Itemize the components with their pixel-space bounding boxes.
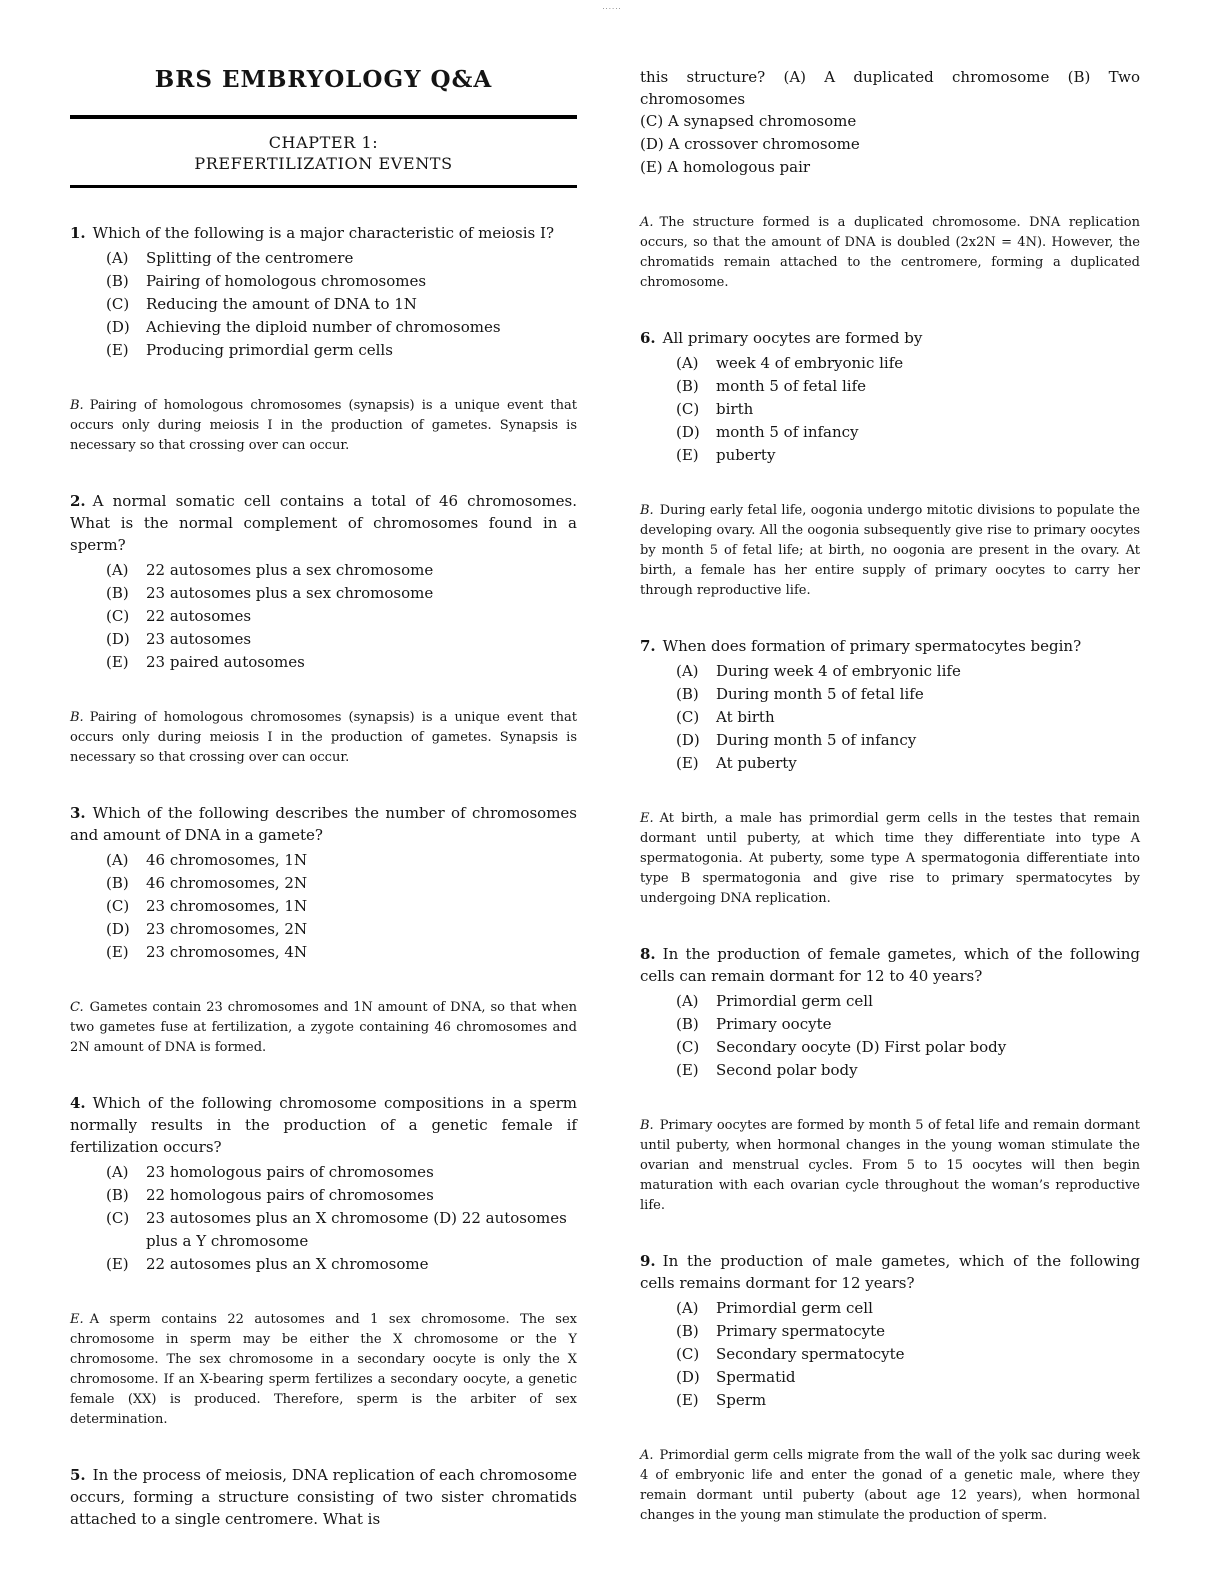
option-letter: (A) [106,851,129,869]
question-stem [70,1464,577,1530]
option-letter: (C) [676,708,700,726]
option-row [70,941,577,964]
option-row [70,628,577,651]
question-text: A normal somatic cell contains a total of 46 chromosomes. What is the normal complement of chromosomes found in a sperm? [70,492,577,554]
answer-letter: B. [640,503,654,518]
option-row [70,872,577,895]
option-letter: (A) [106,249,129,267]
option-text: Sperm [716,1391,767,1409]
answer-text: At birth, a male has primordial germ cells in the testes that remain dormant until puberty, at which time they differentiate into type A spermatogonia. At puberty, some type A spermatogonia differentiate into type B spermatogonia and give rise to primary spermatocytes by undergoing DNA replication. [640,811,1140,906]
option-letter: (B) [106,584,129,602]
question-number: 4. [70,1094,86,1112]
option-row [640,398,1140,421]
option-text: 23 chromosomes, 2N [146,920,308,938]
option-letter: (B) [676,1015,699,1033]
question-text: Which of the following is a major characteristic of meiosis I? [92,224,554,242]
question-block [70,222,577,362]
continuation-option-line: (C) A synapsed chromosome [640,112,857,130]
left-column [70,66,577,1530]
title-divider-bottom [70,185,577,188]
option-letter: (E) [106,1255,129,1273]
options-list [70,559,577,674]
continuation-option-line: (D) A crossover chromosome [640,135,860,153]
option-row [70,849,577,872]
option-row [640,1059,1140,1082]
option-row [70,651,577,674]
title-divider-top [70,115,577,119]
option-letter: (A) [676,662,699,680]
options-list [640,1297,1140,1412]
option-row [70,339,577,362]
option-text: 46 chromosomes, 2N [146,874,308,892]
option-text: At puberty [716,754,797,772]
answer-text: During early fetal life, oogonia undergo mitotic divisions to populate the developing ovary. All the oogonia subsequently give rise to primary oocytes by month 5 of fetal life; at birth, no oogonia are present in the ovary. At birth, a female has her entire supply of primary oocytes to carry her through reproductive life. [640,503,1140,598]
option-letter: (D) [676,731,700,749]
question-text: In the production of female gametes, which of the following cells can remain dormant for 12 to 40 years? [640,945,1140,985]
option-row [640,729,1140,752]
option-text: 23 homologous pairs of chromosomes [146,1163,434,1181]
option-letter: (C) [106,897,130,915]
question-number: 7. [640,637,656,655]
option-text: Pairing of homologous chromosomes [146,272,427,290]
answer-paragraph [70,998,577,1058]
option-row [640,1389,1140,1412]
question-block [640,635,1140,775]
question-number: 8. [640,945,656,963]
option-letter: (E) [676,1391,699,1409]
option-letter: (A) [676,992,699,1010]
option-letter: (E) [676,446,699,464]
answer-letter: B. [70,710,84,725]
option-letter: (A) [106,1163,129,1181]
option-letter: (D) [106,630,130,648]
option-text: 23 autosomes [146,630,252,648]
answer-paragraph [640,501,1140,601]
option-text: Primary spermatocyte [716,1322,885,1340]
option-text: 23 paired autosomes [146,653,305,671]
option-row [70,582,577,605]
option-text: During month 5 of fetal life [716,685,924,703]
option-row [70,1184,577,1207]
question-number: 3. [70,804,86,822]
option-letter: (B) [676,685,699,703]
answer-text: Pairing of homologous chromosomes (synapsis) is a unique event that occurs only during meiosis I in the production of gametes. Synapsis is necessary so that crossing over can occur. [70,710,577,765]
option-text: 22 autosomes plus an X chromosome [146,1255,429,1273]
option-row [70,247,577,270]
option-row [70,270,577,293]
question-stem [640,635,1140,657]
option-text: During month 5 of infancy [716,731,917,749]
answer-letter: B. [70,398,84,413]
option-text: 23 chromosomes, 4N [146,943,308,961]
option-row [70,895,577,918]
option-text: Splitting of the centromere [146,249,354,267]
answer-paragraph [640,1116,1140,1216]
option-letter: (E) [676,754,699,772]
option-letter: (D) [106,920,130,938]
answer-text: A sperm contains 22 autosomes and 1 sex chromosome. The sex chromosome in sperm may be either the X chromosome or the Y chromosome. The sex chromosome in a secondary oocyte is only the X chromosome. If an X-bearing sperm fertilizes a secondary oocyte, a genetic female (XX) is produced. Therefore, sperm is the arbiter of sex determination. [70,1312,577,1427]
option-letter: (B) [106,272,129,290]
chapter-heading: CHAPTER 1: [268,133,379,152]
right-column [640,66,1140,1526]
question-number: 1. [70,224,86,242]
answer-paragraph [640,213,1140,293]
question-continuation [640,66,1140,179]
option-text: Second polar body [716,1061,858,1079]
option-letter: (E) [106,341,129,359]
option-letter: (B) [676,1322,699,1340]
option-row [640,1320,1140,1343]
option-text: Producing primordial germ cells [146,341,393,359]
answer-letter: A. [640,215,654,230]
option-text: Secondary spermatocyte [716,1345,905,1363]
option-text: puberty [716,446,776,464]
option-row [640,352,1140,375]
answer-letter: C. [70,1000,84,1015]
question-stem [70,222,577,244]
option-text: month 5 of fetal life [716,377,867,395]
answer-text: Primordial germ cells migrate from the wall of the yolk sac during week 4 of embryonic life and enter the gonad of a genetic male, where they remain dormant until puberty (about age 12 years), when hormonal changes in the young man stimulate the production of sperm. [640,1448,1140,1523]
option-letter: (E) [106,653,129,671]
option-text: 22 autosomes plus a sex chromosome [146,561,434,579]
question-text: All primary oocytes are formed by [662,329,923,347]
option-letter: (D) [106,318,130,336]
answer-text: Primary oocytes are formed by month 5 of fetal life and remain dormant until puberty, when hormonal changes in the young woman stimulate the ovarian and menstrual cycles. From 5 to 15 oocytes will then begin maturation with each ovarian cycle throughout the woman’s reproductive life. [640,1118,1140,1213]
option-letter: (B) [106,874,129,892]
question-block [640,943,1140,1082]
question-stem [70,490,577,556]
option-row [70,605,577,628]
option-letter: (C) [676,1345,700,1363]
question-number: 9. [640,1252,656,1270]
question-block [640,1250,1140,1412]
document-title: BRS EMBRYOLOGY Q&A [154,66,493,93]
option-row [640,1013,1140,1036]
option-letter: (C) [106,1209,130,1227]
option-text: 23 chromosomes, 1N [146,897,308,915]
answer-text: The structure formed is a duplicated chromosome. DNA replication occurs, so that the amount of DNA is doubled (2x2N = 4N). However, the chromatids remain attached to the centromere, forming a duplicated chromosome. [640,215,1140,290]
option-text: week 4 of embryonic life [716,354,904,372]
question-block [640,327,1140,467]
option-row [70,316,577,339]
question-number: 6. [640,329,656,347]
option-letter: (B) [106,1186,129,1204]
option-letter: (D) [676,1368,700,1386]
option-text: Secondary oocyte (D) First polar body [716,1038,1007,1056]
answer-letter: E. [70,1312,84,1327]
option-letter: (C) [676,1038,700,1056]
question-block [70,1092,577,1276]
option-row [640,444,1140,467]
answer-letter: E. [640,811,654,826]
option-row [640,1036,1140,1059]
question-stem [640,1250,1140,1294]
question-block [70,1464,577,1530]
question-stem [640,327,1140,349]
options-list [70,1161,577,1276]
options-list [640,990,1140,1082]
option-row [70,1207,577,1253]
option-letter: (E) [106,943,129,961]
question-text: Which of the following chromosome compositions in a sperm normally results in the production of a genetic female if fertilization occurs? [70,1094,577,1156]
option-row [640,1297,1140,1320]
question-text: In the process of meiosis, DNA replication of each chromosome occurs, forming a structure consisting of two sister chromatids attached to a single centromere. What is [70,1466,577,1528]
option-row [640,683,1140,706]
option-text: birth [716,400,754,418]
question-number: 5. [70,1466,86,1484]
page-top-marker: ······ [602,5,622,13]
question-stem [640,943,1140,987]
question-stem [70,1092,577,1158]
options-list [640,352,1140,467]
option-letter: (A) [676,1299,699,1317]
option-text: Achieving the diploid number of chromosomes [146,318,501,336]
option-row [640,1343,1140,1366]
option-row [640,421,1140,444]
option-row [640,660,1140,683]
options-list [640,660,1140,775]
options-list [70,247,577,362]
question-text: When does formation of primary spermatocytes begin? [662,637,1082,655]
option-letter: (E) [676,1061,699,1079]
answer-paragraph [70,396,577,456]
continuation-option-line: (E) A homologous pair [640,158,811,176]
option-letter: (D) [676,423,700,441]
chapter-subheading: PREFERTILIZATION EVENTS [194,154,453,173]
option-text: During week 4 of embryonic life [716,662,961,680]
answer-text: Gametes contain 23 chromosomes and 1N amount of DNA, so that when two gametes fuse at fertilization, a zygote containing 46 chromosomes and 2N amount of DNA is formed. [70,1000,577,1055]
question-block [70,490,577,674]
option-text: 23 autosomes plus a sex chromosome [146,584,434,602]
option-text: Primordial germ cell [716,992,873,1010]
question-stem [70,802,577,846]
option-row [640,1366,1140,1389]
option-text: Primary oocyte [716,1015,832,1033]
option-text: Primordial germ cell [716,1299,873,1317]
answer-paragraph [640,809,1140,909]
answer-paragraph [70,1310,577,1430]
answer-letter: B. [640,1118,654,1133]
option-text: 46 chromosomes, 1N [146,851,308,869]
option-row [70,559,577,582]
document-header [70,66,577,188]
options-list [70,849,577,964]
option-row [70,1161,577,1184]
option-text: At birth [716,708,775,726]
question-text: In the production of male gametes, which of the following cells remains dormant for 12 years? [640,1252,1140,1292]
option-letter: (B) [676,377,699,395]
option-row [640,375,1140,398]
question-block [70,802,577,964]
option-text: Spermatid [716,1368,796,1386]
option-letter: (C) [106,295,130,313]
option-row [640,752,1140,775]
option-row [70,1253,577,1276]
answer-text: Pairing of homologous chromosomes (synapsis) is a unique event that occurs only during meiosis I in the production of gametes. Synapsis is necessary so that crossing over can occur. [70,398,577,453]
answer-letter: A. [640,1448,654,1463]
option-text: 23 autosomes plus an X chromosome (D) 22 autosomes plus a Y chromosome [146,1209,567,1250]
answer-paragraph [640,1446,1140,1526]
question-text: Which of the following describes the number of chromosomes and amount of DNA in a gamete? [70,804,577,844]
option-row [70,918,577,941]
option-letter: (C) [676,400,700,418]
option-letter: (C) [106,607,130,625]
answer-paragraph [70,708,577,768]
option-letter: (A) [106,561,129,579]
question-number: 2. [70,492,86,510]
option-row [640,990,1140,1013]
option-letter: (A) [676,354,699,372]
option-row [70,293,577,316]
option-text: Reducing the amount of DNA to 1N [146,295,417,313]
continuation-text: this structure? (A) A duplicated chromosome (B) Two chromosomes [640,68,1140,108]
option-row [640,706,1140,729]
option-text: 22 autosomes [146,607,252,625]
option-text: 22 homologous pairs of chromosomes [146,1186,434,1204]
option-text: month 5 of infancy [716,423,859,441]
